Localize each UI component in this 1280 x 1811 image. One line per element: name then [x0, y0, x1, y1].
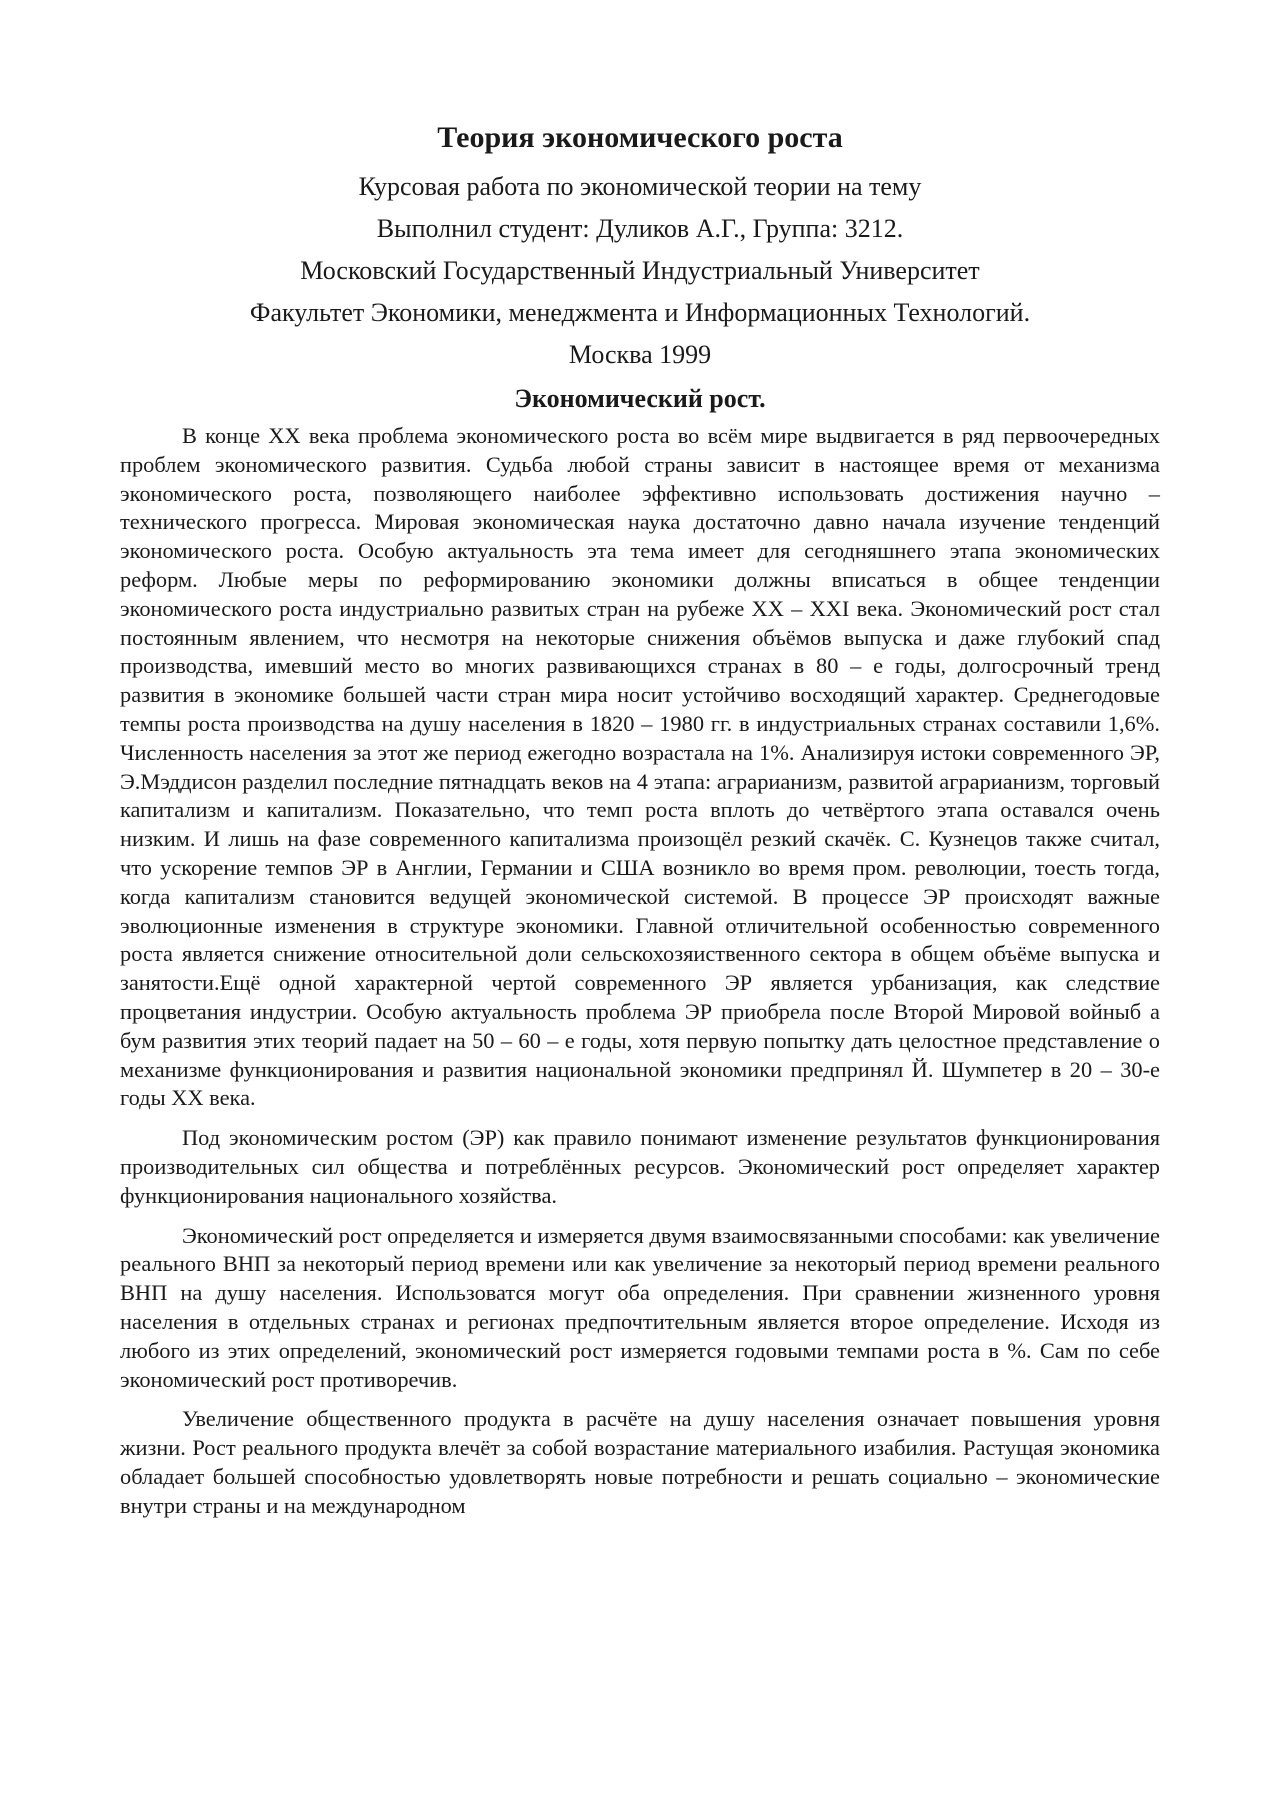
paragraph-3: Экономический рост определяется и измеряется двумя взаимосвязанными способами: как увеличение реального ВНП за некоторый период времени или как увеличение за некоторый период времени реального ВНП на душу населения. Использоватся могут оба определения. При сравнении жизненного уровня населения в отдельных странах и регионах предпочтительным является второе определение. Исходя из любого из этих определений, экономический рост измеряется годовыми темпами роста в %. Сам по себе экономический рост противоречив.	[120, 1222, 1160, 1392]
paragraph-2: Под экономическим ростом (ЭР) как правило понимают изменение результатов функционирования производительных сил общества и потреблённых ресурсов. Экономический рост определяет характер функционирования национального хозяйства.	[120, 1125, 1160, 1208]
document-title: Теория экономического роста	[437, 121, 843, 154]
document-page	[120, 118, 1160, 1531]
section-title: Экономический рост.	[514, 384, 766, 413]
subtitle-topic: Курсовая работа по экономической теории на тему	[358, 172, 922, 201]
subtitle-faculty: Факультет Экономики, менеджмента и Информационных Технологий.	[249, 298, 1031, 327]
subtitle-author: Выполнил студент: Дуликов А.Г., Группа: 3212.	[376, 214, 904, 243]
paragraph-1: В конце XX века проблема экономического роста во всём мире выдвигается в ряд первоочередных проблем экономического развития. Судьба любой страны зависит в настоящее время от механизма экономического роста, позволяющего наиболее эффективно использовать достижения научно – технического прогресса. Мировая экономическая наука достаточно давно начала изучение тенденций экономического роста. Особую актуальность эта тема имеет для сегодняшнего этапа экономических реформ. Любые меры по реформированию экономики должны вписаться в общее тенденции экономического роста индустриально развитых стран на рубеже XX – XXI века. Экономический рост стал постоянным явлением, что несмотря на некоторые снижения объёмов выпуска и даже глубокий спад производства, имевший место во многих развивающихся странах в 80 – е годы, долгосрочный тренд развития в экономике большей части стран мира носит устойчиво восходящий характер. Среднегодовые темпы роста производства на душу населения в 1820 – 1980 гг. в индустриальных странах составили 1,6%. Численность населения за этот же период ежегодно возрастала на 1%. Анализируя истоки современного ЭР, Э.Мэддисон разделил последние пятнадцать веков на 4 этапа: аграрианизм, развитой аграрианизм, торговый капитализм и капитализм. Показательно, что темп роста вплоть до четвёртого этапа оставался очень низким. И лишь на фазе современного капитализма произощёл резкий скачёк. С. Кузнецов также считал, что ускорение темпов ЭР в Англии, Германии и США возникло во время пром. революции, тоесть тогда, когда капитализм становится ведущей экономической системой. В процессе ЭР происходят важные эволюционные изменения в структуре экономики. Главной отличительной особенностью современного роста является снижение относительной доли сельскохозяиственного сектора в общем объёме выпуска и занятости.Ещё одной характерной чертой современного ЭР является урбанизация, как следствие процветания индустрии. Особую актуальность проблема ЭР приобрела после Второй Мировой войныб а бум развития этих теорий падает на 50 – 60 – е годы, хотя первую попытку дать целостное представление о механизме функционирования и развития национальной экономики предпринял Й. Шумпетер в 20 – 30-е годы XX века.	[120, 423, 1160, 1111]
paragraph-4: Увеличение общественного продукта в расчёте на душу населения означает повышения уровня жизни. Рост реального продукта влечёт за собой возрастание материального изабилия. Растущая экономика обладает большей способностью удовлетворять новые потребности и решать социально – экономические внутри страны и на международном	[120, 1406, 1160, 1518]
subtitle-university: Московский Государственный Индустриальный Университет	[300, 256, 980, 285]
subtitle-city-year: Москва 1999	[568, 340, 712, 369]
